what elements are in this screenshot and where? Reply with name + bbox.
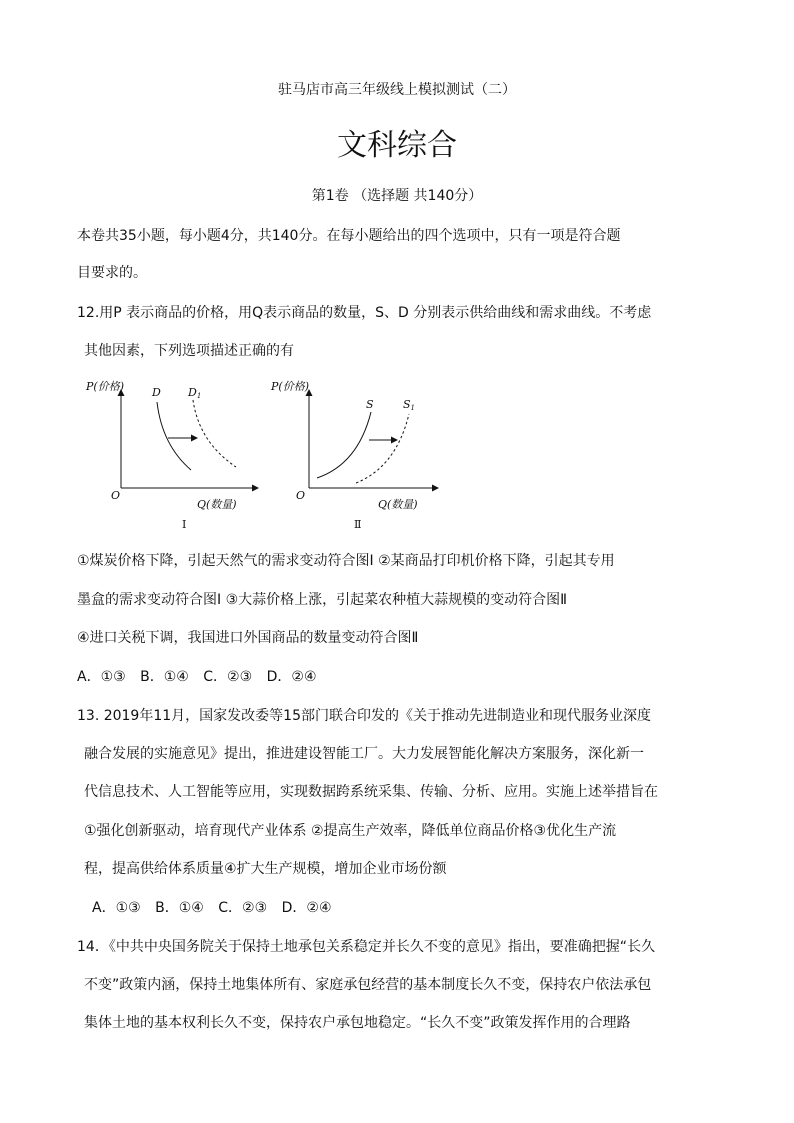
q12-stem-line-2: 其他因素，下列选项描述正确的有 <box>84 343 294 359</box>
curve-s1-label: S1 <box>403 398 416 412</box>
x-axis-label: Q(数量) <box>378 498 418 511</box>
q13-options: A．①③ B．①④ C．②③ D．②④ <box>92 900 332 916</box>
q12-options: A．①③ B．①④ C．②③ D．②④ <box>77 669 317 685</box>
curve-s-label: S <box>366 398 374 411</box>
instructions-line-1: 本卷共35小题，每小题4分，共140分。在每小题给出的四个选项中，只有一项是符合题 <box>77 228 621 244</box>
page-title: 文科综合 <box>337 128 457 163</box>
q13-stem-line-1: 13. 2019年11月，国家发改委等15部门联合印发的《关于推动先进制造业和现代服务业深度 <box>77 708 651 724</box>
q14-stem-line-1: 14．《中共中央国务院关于保持土地承包关系稳定并长久不变的意见》指出，要准确把握“长久 <box>77 939 656 955</box>
graph-supply <box>266 370 466 536</box>
exam-subtitle: 驻马店市高三年级线上模拟测试（二） <box>278 82 516 98</box>
graph-demand <box>80 370 280 536</box>
curve-d1-label: D1 <box>188 386 202 400</box>
q14-stem-line-2: 不变”政策内涵，保持土地集体所有、家庭承包经营的基本制度长久不变，保持农户依法承包 <box>84 977 652 993</box>
q13-stem-line-4: ①强化创新驱动，培育现代产业体系 ②提高生产效率，降低单位商品价格③优化生产流 <box>84 823 617 839</box>
q13-stem-line-3: 代信息技术、人工智能等应用，实现数据跨系统采集、传输、分析、应用。实施上述举措旨在 <box>84 784 658 800</box>
x-axis-label: Q(数量) <box>197 498 237 511</box>
y-axis-label: P(价格) <box>271 380 309 393</box>
demand-curve-d <box>157 402 191 470</box>
q13-stem-line-5: 程，提高供给体系质量④扩大生产规模，增加企业市场份额 <box>84 861 447 877</box>
section-heading: 第1卷 （选择题 共140分） <box>311 188 483 204</box>
graph-caption: Ⅱ <box>354 518 362 531</box>
instructions-line-2: 目要求的。 <box>77 265 147 281</box>
q13-stem-line-2: 融合发展的实施意见》提出，推进建设智能工厂。大力发展智能化解决方案服务，深化新一 <box>84 746 644 762</box>
demand-curve-d1 <box>193 400 236 467</box>
origin-label: O <box>296 489 306 502</box>
q12-statements-line-3: ④进口关税下调，我国进口外国商品的数量变动符合图Ⅱ <box>77 630 419 646</box>
q12-statements-line-2: 墨盒的需求变动符合图Ⅰ ③大蒜价格上涨，引起菜农种植大蒜规模的变动符合图Ⅱ <box>77 592 568 608</box>
curve-d-label: D <box>152 386 161 399</box>
q14-stem-line-3: 集体土地的基本权利长久不变，保持农户承包地稳定。“长久不变”政策发挥作用的合理路 <box>84 1015 631 1031</box>
y-axis-label: P(价格) <box>86 380 124 393</box>
q12-stem-line-1: 12.用P 表示商品的价格，用Q表示商品的数量，S、D 分别表示供给曲线和需求曲线。不考虑 <box>77 305 652 321</box>
supply-curve-s <box>317 412 371 478</box>
supply-curve-s1 <box>356 414 409 483</box>
q12-statements-line-1: ①煤炭价格下降，引起天然气的需求变动符合图Ⅰ ②某商品打印机价格下降，引起其专用 <box>77 553 615 569</box>
origin-label: O <box>111 489 121 502</box>
graph-caption: Ⅰ <box>182 518 187 531</box>
